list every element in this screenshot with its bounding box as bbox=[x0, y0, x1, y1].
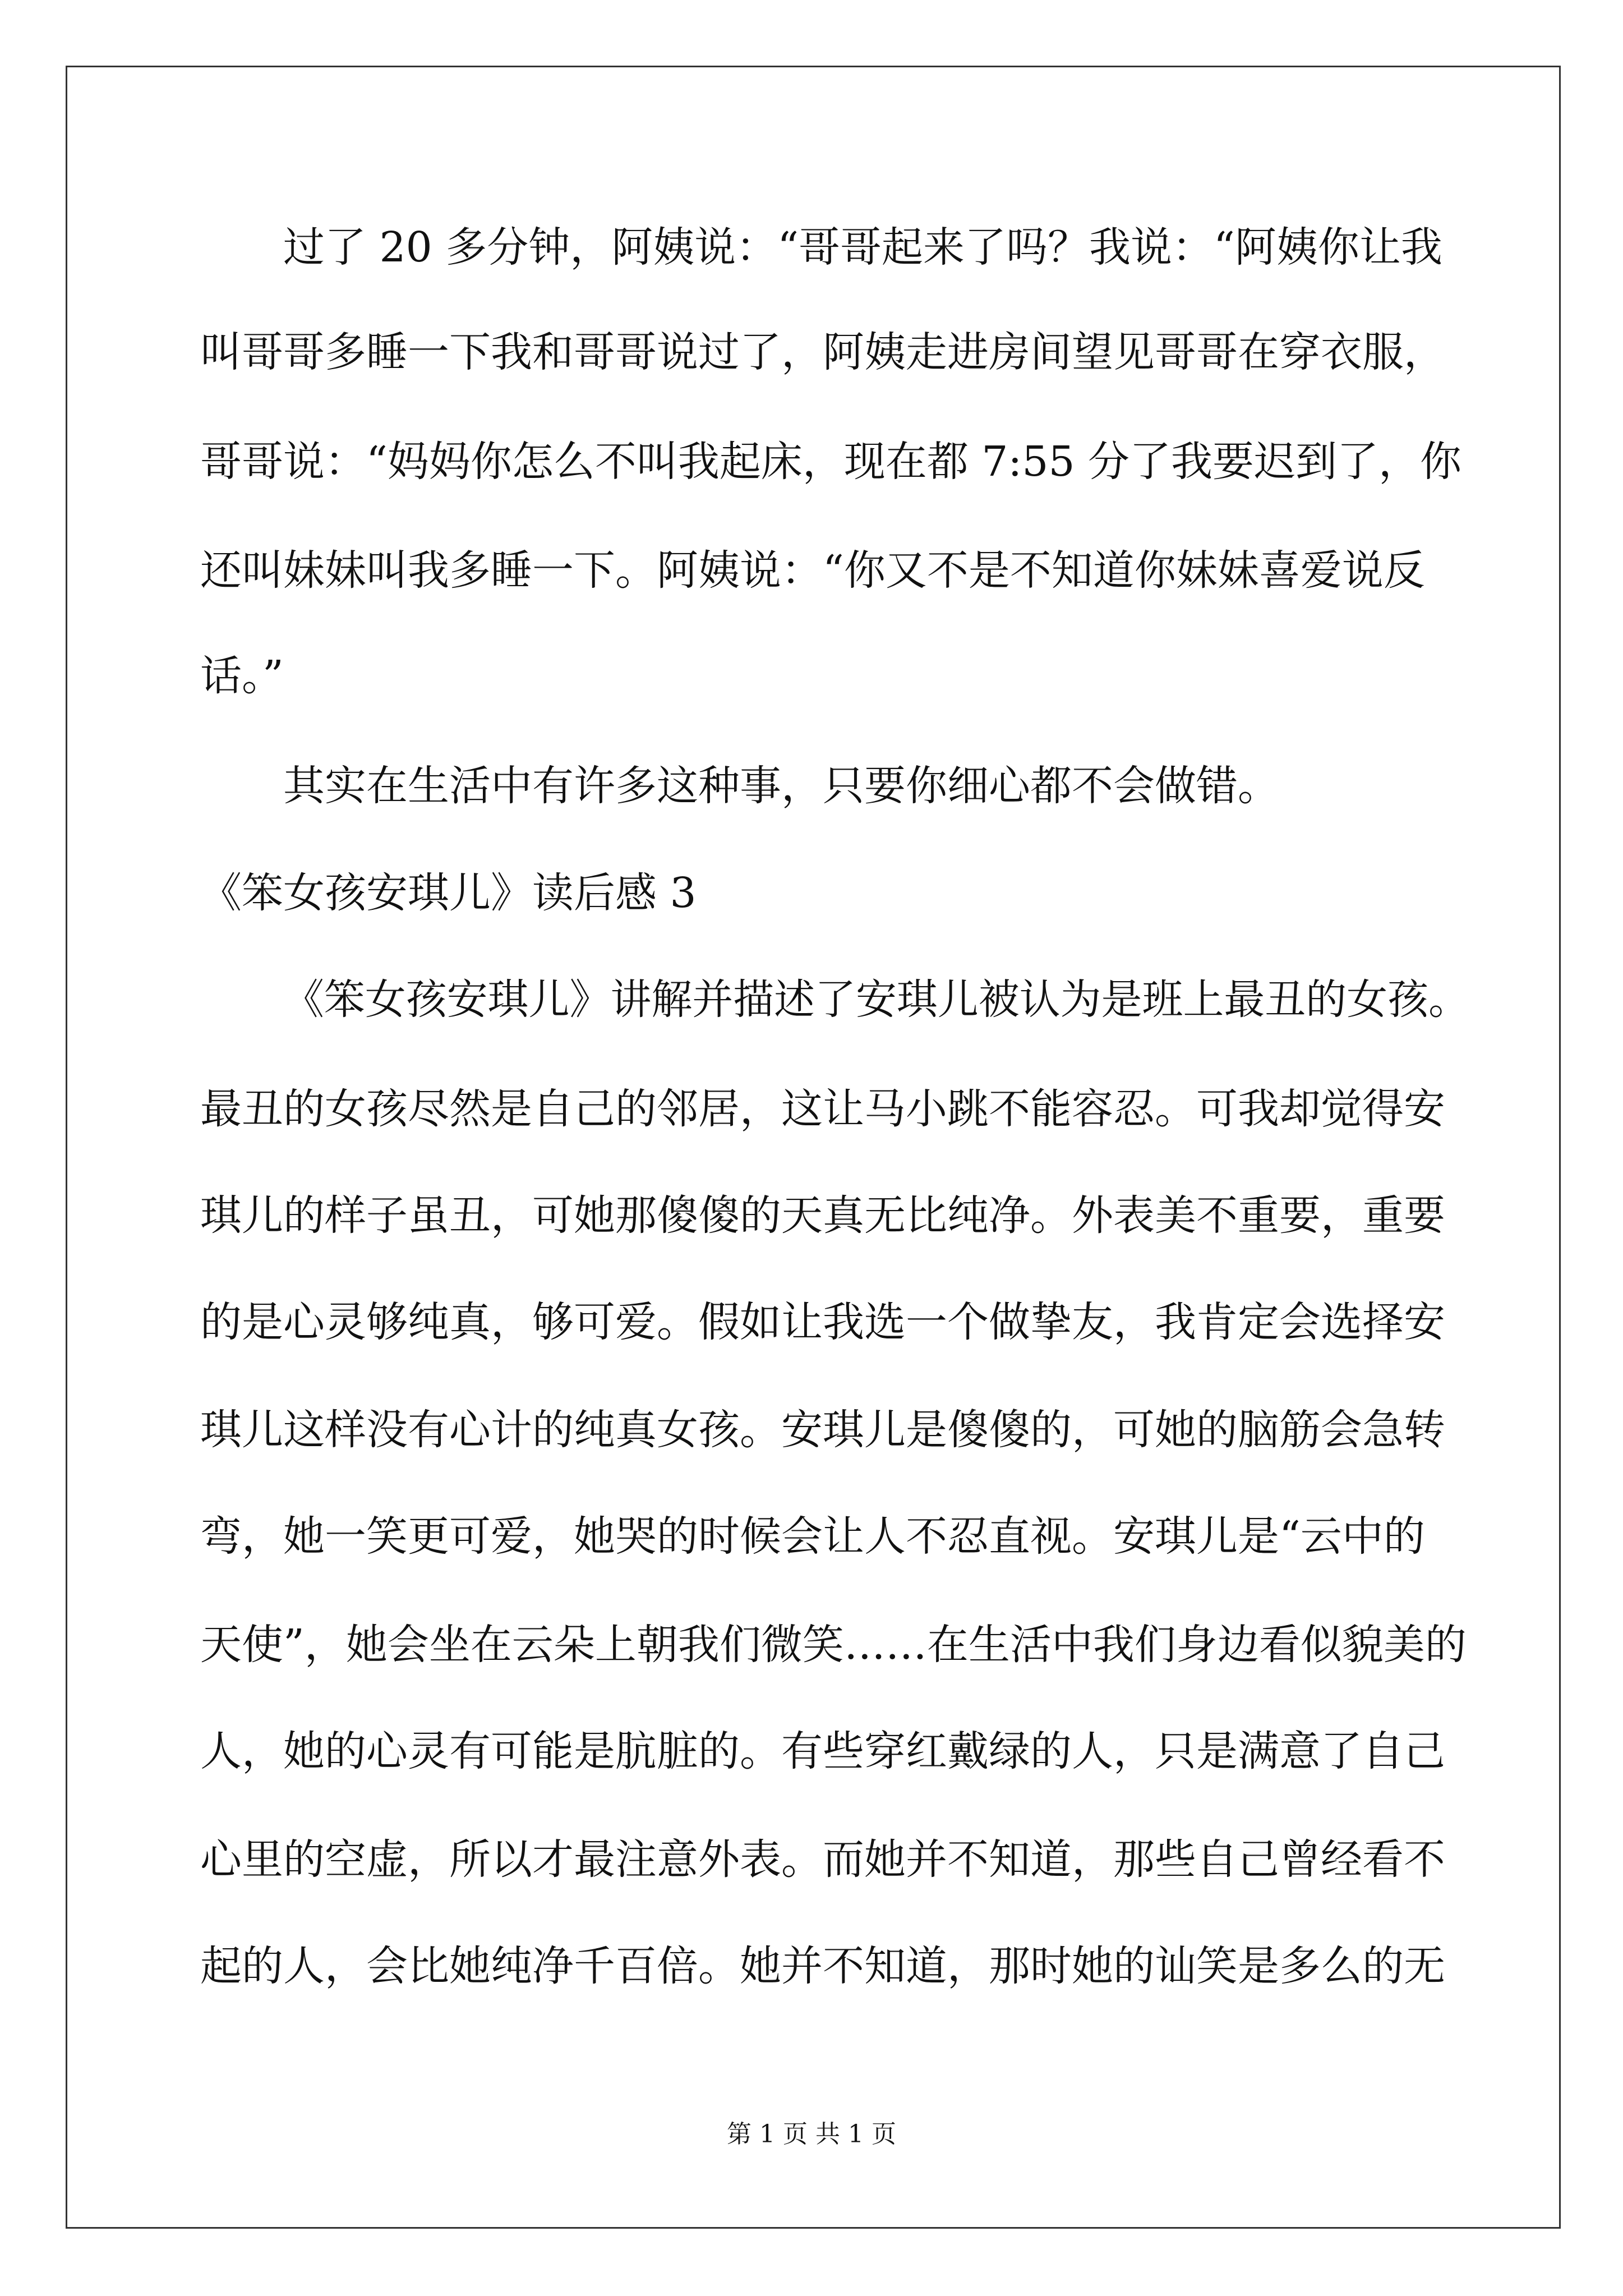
text-line: 叫哥哥多睡一下我和哥哥说过了，阿姨走进房间望见哥哥在穿衣服， bbox=[200, 328, 1445, 376]
text-line: 的是心灵够纯真，够可爱。假如让我选一个做挚友，我肯定会选择安 bbox=[200, 1298, 1445, 1346]
text-line: 琪儿的样子虽丑，可她那傻傻的天真无比纯净。外表美不重要，重要 bbox=[200, 1191, 1445, 1240]
text-line: 琪儿这样没有心计的纯真女孩。安琪儿是傻傻的，可她的脑筋会急转 bbox=[200, 1406, 1445, 1454]
page-footer: 第 1 页 共 1 页 bbox=[727, 2120, 896, 2148]
page-frame bbox=[66, 66, 1561, 2229]
text-line: 其实在生活中有许多这种事，只要你细心都不会做错。 bbox=[283, 762, 1279, 810]
text-line: 话。” bbox=[200, 652, 284, 700]
text-line: 还叫妹妹叫我多睡一下。阿姨说：“你又不是不知道你妹妹喜爱说反 bbox=[200, 546, 1425, 595]
text-line: 过了 20 多分钟，阿姨说：“哥哥起来了吗？我说：“阿姨你让我 bbox=[283, 223, 1442, 272]
text-line: 天使”，她会坐在云朵上朝我们微笑……在生活中我们身边看似貌美的 bbox=[200, 1621, 1467, 1669]
text-line: 心里的空虚，所以才最注意外表。而她并不知道，那些自己曾经看不 bbox=[200, 1835, 1445, 1884]
text-line: 哥哥说：“妈妈你怎么不叫我起床，现在都 7:55 分了我要迟到了，你 bbox=[200, 438, 1462, 486]
text-line: 起的人，会比她纯净千百倍。她并不知道，那时她的讪笑是多么的无 bbox=[200, 1942, 1445, 1990]
text-line: 最丑的女孩尽然是自己的邻居，这让马小跳不能容忍。可我却觉得安 bbox=[200, 1085, 1445, 1133]
text-line: 弯，她一笑更可爱，她哭的时候会让人不忍直视。安琪儿是“云中的 bbox=[200, 1512, 1425, 1561]
section-heading: 《笨女孩安琪儿》读后感 3 bbox=[200, 869, 697, 917]
text-line: 人，她的心灵有可能是肮脏的。有些穿红戴绿的人，只是满意了自己 bbox=[200, 1727, 1445, 1775]
text-line: 《笨女孩安琪儿》讲解并描述了安琪儿被认为是班上最丑的女孩。 bbox=[283, 976, 1469, 1024]
